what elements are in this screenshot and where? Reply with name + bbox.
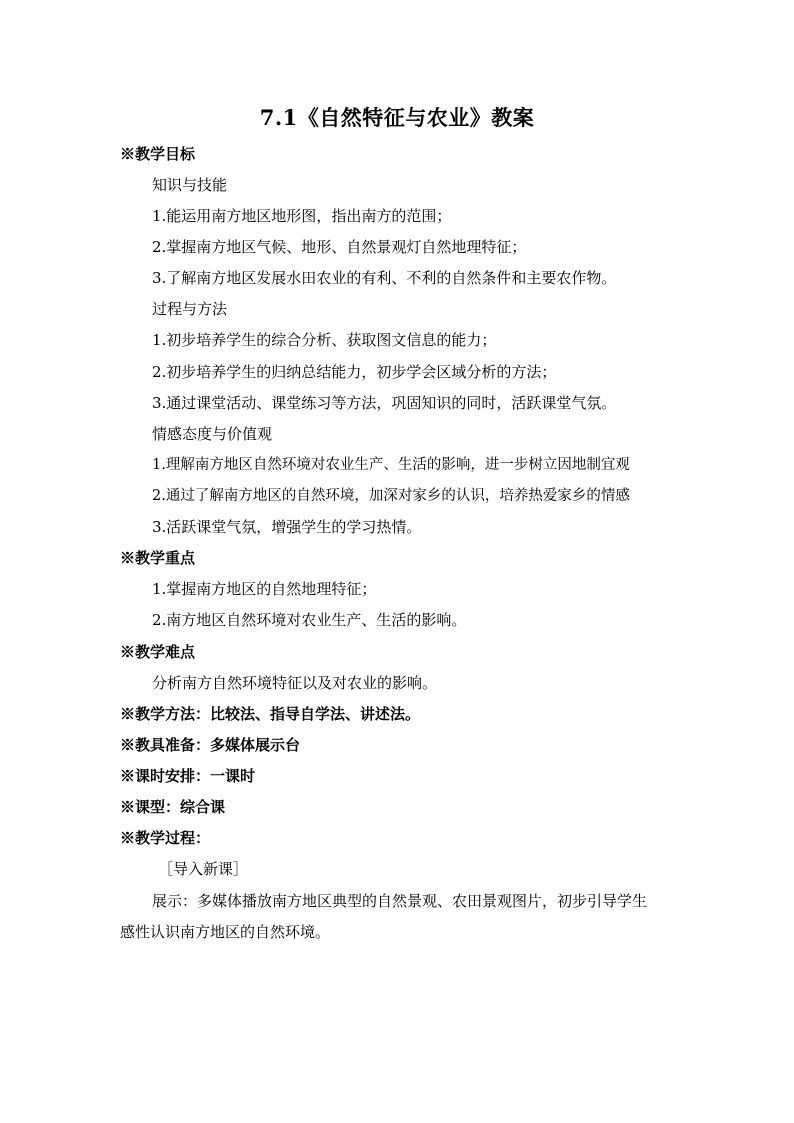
objectives-heading: ※教学目标 xyxy=(120,145,196,163)
intro-text-line2: 感性认识南方地区的自然环境。 xyxy=(120,923,331,941)
key-point-item: 2.南方地区自然环境对农业生产、生活的影响。 xyxy=(152,611,467,629)
emotion-item: 1.理解南方地区自然环境对农业生产、生活的影响，进一步树立因地制宜观 xyxy=(152,457,630,473)
knowledge-item: 2.掌握南方地区气候、地形、自然景观灯自然地理特征； xyxy=(152,238,527,256)
emotion-heading: 情感态度与价值观 xyxy=(152,425,273,443)
process-item: 1.初步培养学生的综合分析、获取图文信息的能力； xyxy=(152,331,497,349)
knowledge-heading: 知识与技能 xyxy=(152,176,228,194)
difficulty-text: 分析南方自然环境特征以及对农业的影响。 xyxy=(152,674,438,692)
knowledge-item: 1.能运用南方地区地形图，指出南方的范围； xyxy=(152,207,452,225)
process-heading: 过程与方法 xyxy=(152,300,228,318)
process-item: 3.通过课堂活动、课堂练习等方法，巩固知识的同时，活跃课堂气氛。 xyxy=(152,394,617,412)
key-point-item: 1.掌握南方地区的自然地理特征； xyxy=(152,580,377,598)
knowledge-item: 3.了解南方地区发展水田农业的有利、不利的自然条件和主要农作物。 xyxy=(152,269,617,287)
key-points-heading: ※教学重点 xyxy=(120,549,196,567)
difficulty-heading: ※教学难点 xyxy=(120,643,196,661)
intro-text-line1: 展示：多媒体播放南方地区典型的自然景观、农田景观图片，初步引导学生 xyxy=(152,892,648,910)
equipment-line: ※教具准备：多媒体展示台 xyxy=(120,736,301,754)
schedule-line: ※课时安排：一课时 xyxy=(120,767,256,785)
lesson-type-line: ※课型：综合课 xyxy=(120,798,226,816)
process-item: 2.初步培养学生的归纳总结能力，初步学会区域分析的方法； xyxy=(152,363,557,381)
document-title: 7.1《自然特征与农业》教案 xyxy=(259,105,535,130)
emotion-item: 2.通过了解南方地区的自然环境，加深对家乡的认识，培养热爱家乡的情感 xyxy=(152,488,630,504)
intro-label: ［导入新课］ xyxy=(158,860,249,878)
methods-line: ※教学方法：比较法、指导自学法、讲述法。 xyxy=(120,705,421,723)
emotion-item: 3.活跃课堂气氛，增强学生的学习热情。 xyxy=(152,518,422,536)
process-title: ※教学过程： xyxy=(120,829,211,847)
